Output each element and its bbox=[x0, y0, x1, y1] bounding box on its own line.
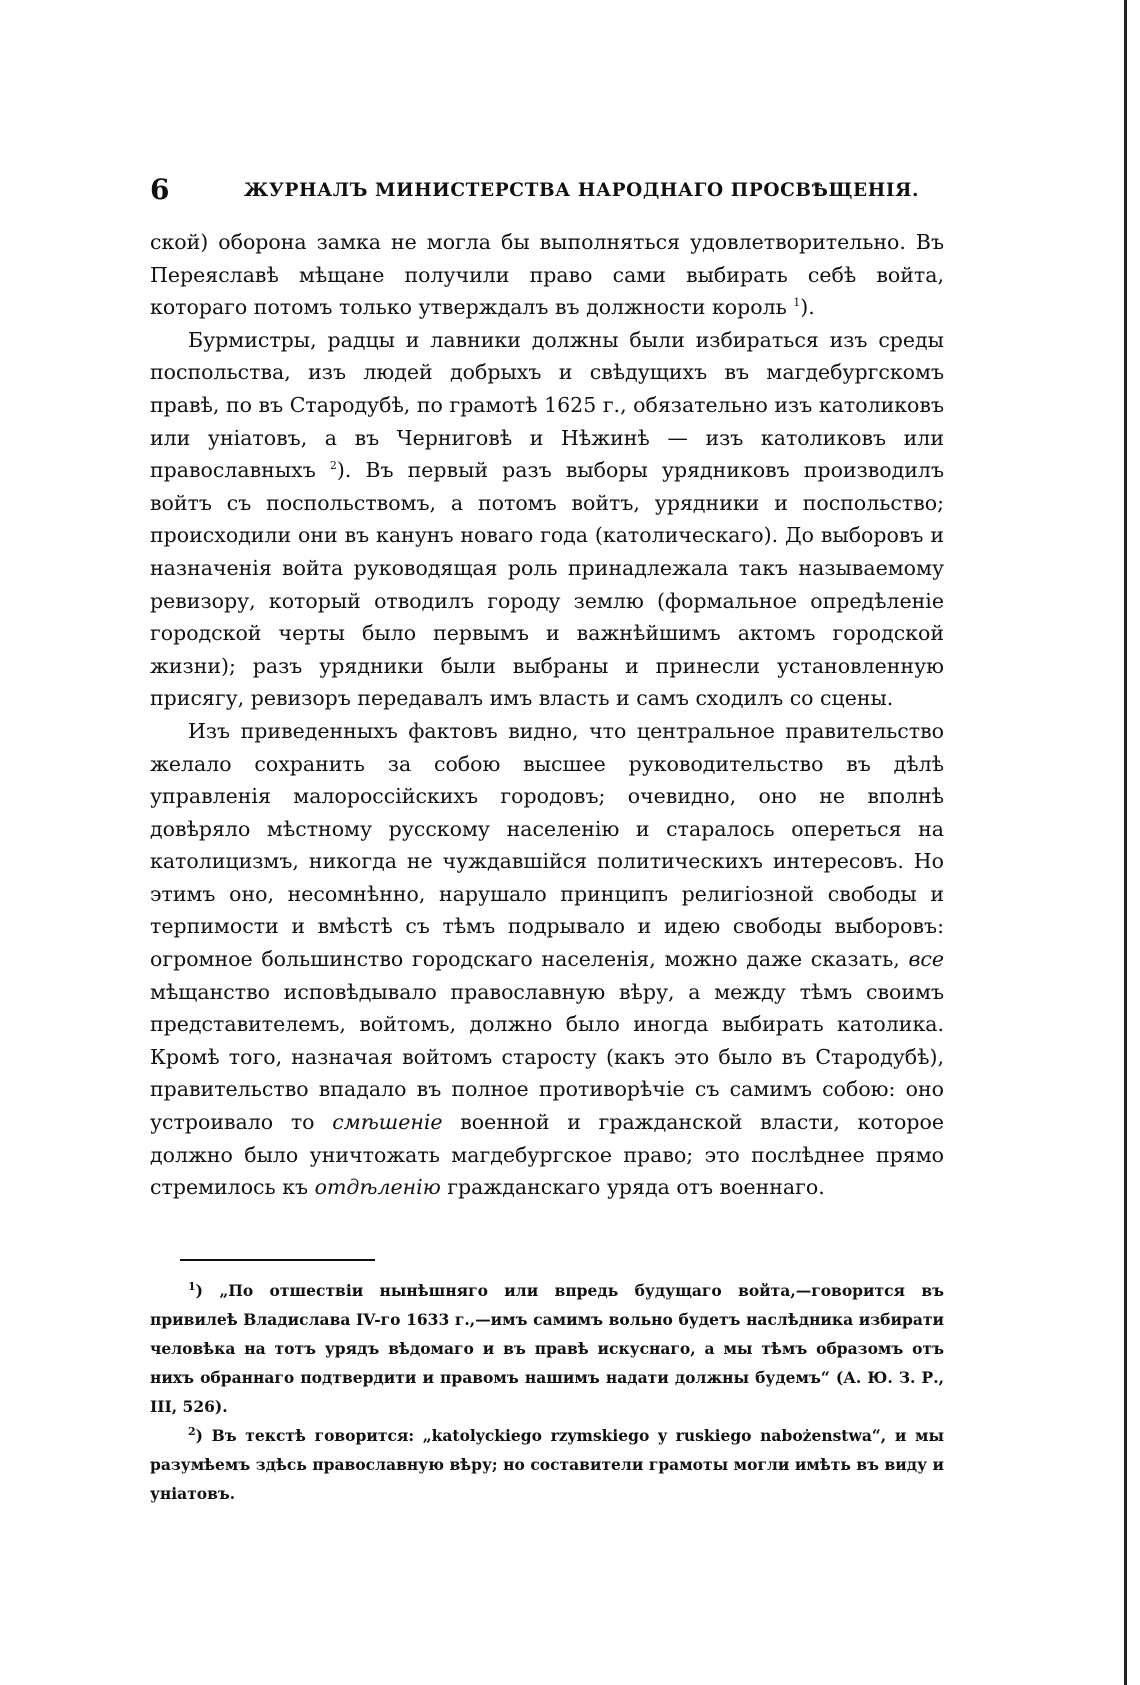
paragraph-1 bbox=[150, 226, 944, 324]
paragraph-3-text-a: Изъ приведенныхъ фактовъ видно, что центральное правительство желало сохранить за собою высшее руководительство въ дѣлѣ управленія малороссійскихъ городовъ; очевидно, оно не вполнѣ довѣряло мѣстному русскому населенію и старалось опереться на католицизмъ, никогда не чуждавшійся политическихъ интересовъ. Но этимъ оно, несомнѣнно, нарушало принципъ религіозной свободы и терпимости и вмѣстѣ съ тѣмъ подрывало и идею свободы выборовъ: огромное большинство городскаго населенія, можно даже сказать, bbox=[150, 718, 944, 972]
paragraph-3-text-d: гражданскаго уряда отъ военнаго. bbox=[447, 1175, 825, 1200]
paragraph-3-text-b: мѣщанство исповѣдывало православную вѣру, а между тѣмъ своимъ представителемъ, войтомъ, должно было иногда выбирать католика. Кромѣ того, назначая войтомъ старосту (какъ это было въ Стародубѣ), правительство впадало въ полное противорѣчіе съ самимъ собою: оно устроивало то bbox=[150, 979, 944, 1135]
paragraph-2 bbox=[150, 324, 944, 715]
main-text bbox=[150, 226, 944, 1204]
footnote-separator bbox=[180, 1259, 375, 1261]
footnote-1 bbox=[150, 1276, 944, 1421]
footnote-2-text: ) Въ текстѣ говорится: „katolyckiego rzymskiego y ruskiego nabożenstwa“, и мы разумѣемъ здѣсь православную вѣру; но составители грамоты могли имѣть въ виду и уніатовъ. bbox=[150, 1426, 944, 1503]
page-header bbox=[150, 172, 940, 208]
emphasis-smeshenie: смѣшеніе bbox=[332, 1110, 443, 1135]
footnote-ref-1: 1 bbox=[793, 296, 801, 310]
running-title: ЖУРНАЛЪ МИНИСТЕРСТВА НАРОДНАГО ПРОСВѢЩЕНІЯ. bbox=[244, 180, 920, 201]
paragraph-3 bbox=[150, 715, 944, 1204]
footnote-1-text: ) „По отшествіи нынѣшняго или впредь будущаго войта,—говорится въ привилеѣ Владислава IV-го 1633 г.,—имъ самимъ вольно будетъ наслѣдника избирати человѣка на тотъ урядъ вѣдомаго и въ правѣ искуснаго, а мы тѣмъ образомъ отъ нихъ обраннаго подтвердити и правомъ нашимъ надати должны будемъ“ (А. Ю. З. Р., III, 526). bbox=[150, 1281, 944, 1416]
footnote-2 bbox=[150, 1421, 944, 1508]
page-number: 6 bbox=[150, 173, 170, 206]
paragraph-2-text-a: Бурмистры, радцы и лавники должны были избираться изъ среды поспольства, изъ людей добрыхъ и свѣдущихъ въ магдебургскомъ правѣ, по въ Стародубѣ, по грамотѣ 1625 г., обязательно изъ католиковъ или уніатовъ, а въ Черниговѣ и Нѣжинѣ — изъ католиковъ или православныхъ bbox=[150, 327, 944, 483]
footnotes bbox=[150, 1276, 944, 1508]
paragraph-3-text-c: военной и гражданской власти, которое должно было уничтожать магдебургское право; это послѣднее прямо стремилось къ bbox=[150, 1110, 944, 1200]
paragraph-1-end: ). bbox=[800, 295, 815, 320]
footnote-ref-2: 2 bbox=[329, 459, 337, 473]
footnote-2-mark: 2 bbox=[188, 1424, 196, 1438]
footnote-1-mark: 1 bbox=[188, 1279, 196, 1293]
paragraph-2-text-b: ). Въ первый разъ выборы урядниковъ производилъ войтъ съ поспольствомъ, а потомъ войтъ, урядники и поспольство; происходили они въ канунъ новаго года (католическаго). До выборовъ и назначенія войта руководящая роль принадлежала такъ называемому ревизору, который отводилъ городу землю (формальное опредѣленіе городской черты было первымъ и важнѣйшимъ актомъ городской жизни); разъ урядники были выбраны и принесли установленную присягу, ревизоръ передавалъ имъ власть и самъ сходилъ со сцены. bbox=[150, 458, 944, 711]
page-edge-line bbox=[1124, 0, 1127, 1685]
emphasis-vse: все bbox=[908, 947, 944, 972]
emphasis-otdeleniyu: отдѣленію bbox=[314, 1175, 441, 1200]
paragraph-1-text: ской) оборона замка не могла бы выполняться удовлетворительно. Въ Переяславѣ мѣщане получили право сами выбирать себѣ войта, котораго потомъ только утверждалъ въ должности король bbox=[150, 230, 944, 320]
